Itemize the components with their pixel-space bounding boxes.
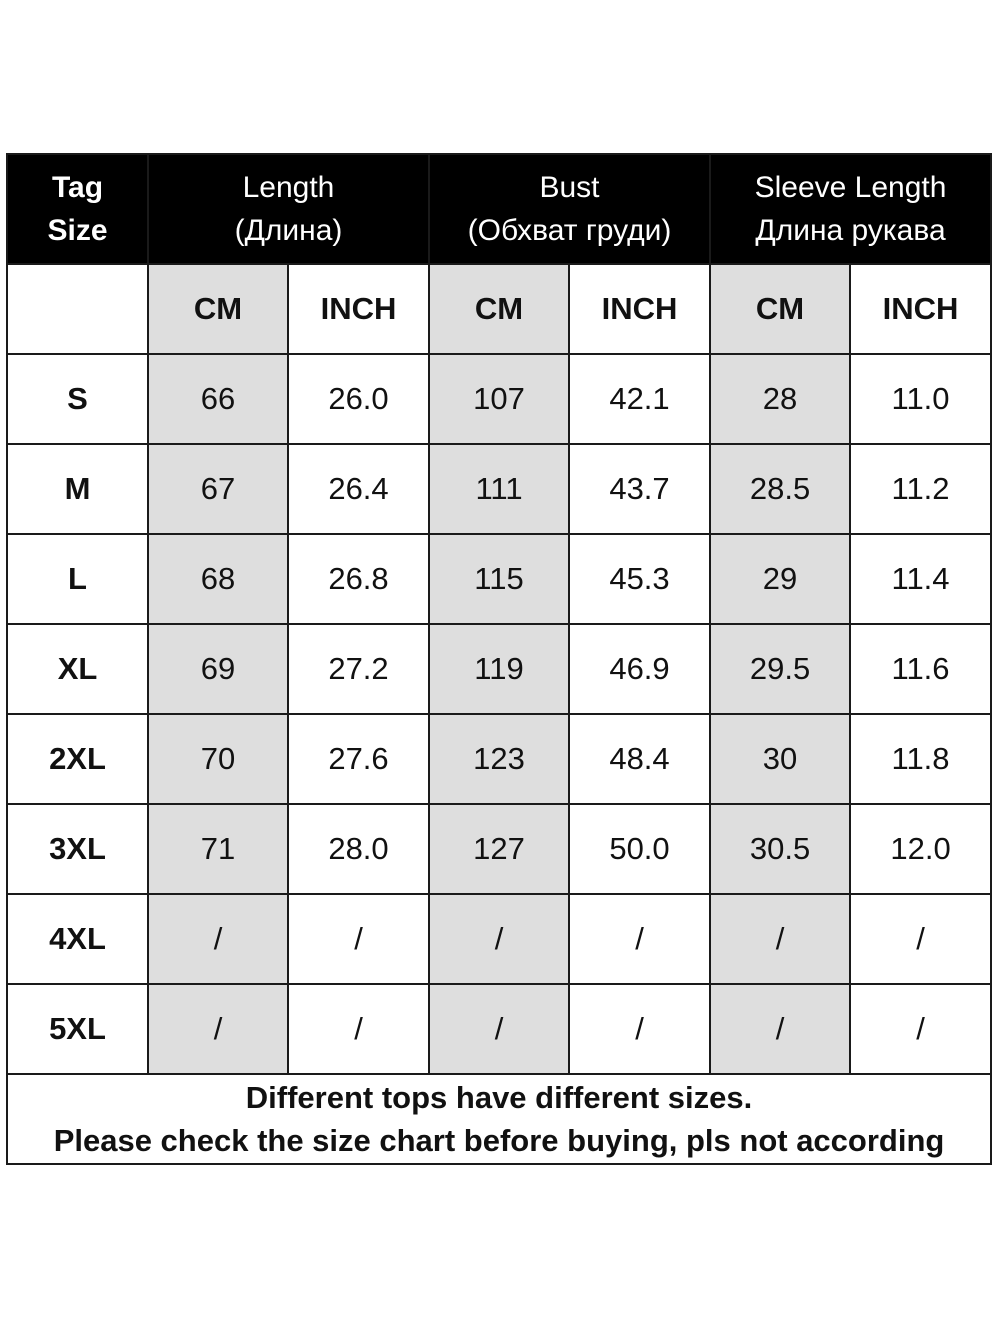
bust-cm-cell: 107 [429, 354, 569, 444]
size-label: XL [7, 624, 148, 714]
header-row [7, 154, 991, 264]
tag-size-line-2: Size [47, 214, 108, 247]
sleeve-inch-cell: 12.0 [850, 804, 991, 894]
bust-cm-cell: / [429, 984, 569, 1074]
sleeve-cm-cell: / [710, 984, 850, 1074]
sleeve-inch-cell: 11.0 [850, 354, 991, 444]
length-inch-cell: 26.0 [288, 354, 429, 444]
bust-cm-cell: 119 [429, 624, 569, 714]
length-cm-cell: / [148, 984, 288, 1074]
table-row [7, 804, 991, 894]
length-header-en: Length [242, 171, 335, 204]
sleeve-inch-cell: 11.8 [850, 714, 991, 804]
length-cm-cell: 71 [148, 804, 288, 894]
table-row [7, 894, 991, 984]
length-cm-cell: 68 [148, 534, 288, 624]
tag-size-header [7, 154, 148, 264]
table-row [7, 534, 991, 624]
length-inch-cell: 28.0 [288, 804, 429, 894]
length-inch-cell: / [288, 984, 429, 1074]
length-header [148, 154, 429, 264]
unit-cell: INCH [569, 264, 710, 354]
length-inch-cell: / [288, 894, 429, 984]
length-inch-cell: 27.6 [288, 714, 429, 804]
bust-inch-cell: / [569, 984, 710, 1074]
length-cm-cell: 67 [148, 444, 288, 534]
sleeve-inch-cell: 11.2 [850, 444, 991, 534]
bust-inch-cell: 45.3 [569, 534, 710, 624]
sleeve-inch-cell: 11.4 [850, 534, 991, 624]
length-header-ru: (Длина) [234, 214, 343, 247]
table-row [7, 354, 991, 444]
unit-cell: CM [710, 264, 850, 354]
length-inch-cell: 27.2 [288, 624, 429, 714]
size-label: 2XL [7, 714, 148, 804]
sleeve-inch-cell: 11.6 [850, 624, 991, 714]
size-note [7, 1074, 991, 1164]
bust-header-ru: (Обхват груди) [467, 214, 672, 247]
bust-inch-cell: 43.7 [569, 444, 710, 534]
tag-size-line-1: Tag [51, 171, 104, 204]
sleeve-cm-cell: / [710, 894, 850, 984]
table-row [7, 984, 991, 1074]
table-row [7, 624, 991, 714]
sleeve-cm-cell: 30.5 [710, 804, 850, 894]
sleeve-inch-cell: / [850, 984, 991, 1074]
bust-inch-cell: 50.0 [569, 804, 710, 894]
unit-row [7, 264, 991, 354]
sleeve-inch-cell: / [850, 894, 991, 984]
bust-inch-cell: 48.4 [569, 714, 710, 804]
bust-header [429, 154, 710, 264]
size-chart-table [6, 153, 992, 1165]
sleeve-cm-cell: 28.5 [710, 444, 850, 534]
length-inch-cell: 26.8 [288, 534, 429, 624]
size-note-line-2: Please check the size chart before buying, pls not according [53, 1123, 945, 1158]
sleeve-length-header-en: Sleeve Length [754, 171, 947, 204]
unit-cell: INCH [850, 264, 991, 354]
size-label: L [7, 534, 148, 624]
table-row [7, 444, 991, 534]
bust-inch-cell: / [569, 894, 710, 984]
unit-cell: INCH [288, 264, 429, 354]
unit-cell: CM [429, 264, 569, 354]
length-cm-cell: 66 [148, 354, 288, 444]
size-label: 5XL [7, 984, 148, 1074]
sleeve-cm-cell: 29.5 [710, 624, 850, 714]
sleeve-length-header [710, 154, 991, 264]
sleeve-cm-cell: 30 [710, 714, 850, 804]
bust-cm-cell: 111 [429, 444, 569, 534]
bust-inch-cell: 46.9 [569, 624, 710, 714]
length-cm-cell: 69 [148, 624, 288, 714]
sleeve-cm-cell: 28 [710, 354, 850, 444]
bust-cm-cell: 115 [429, 534, 569, 624]
sleeve-length-header-ru: Длина рукава [755, 214, 946, 247]
size-label: 3XL [7, 804, 148, 894]
bust-cm-cell: 123 [429, 714, 569, 804]
bust-header-en: Bust [539, 171, 600, 204]
size-label: M [7, 444, 148, 534]
length-cm-cell: 70 [148, 714, 288, 804]
size-label: S [7, 354, 148, 444]
note-row [7, 1074, 991, 1164]
length-cm-cell: / [148, 894, 288, 984]
sleeve-cm-cell: 29 [710, 534, 850, 624]
bust-cm-cell: / [429, 894, 569, 984]
length-inch-cell: 26.4 [288, 444, 429, 534]
table-row [7, 714, 991, 804]
unit-corner-cell [7, 264, 148, 354]
size-label: 4XL [7, 894, 148, 984]
size-note-line-1: Different tops have different sizes. [245, 1080, 753, 1115]
bust-cm-cell: 127 [429, 804, 569, 894]
unit-cell: CM [148, 264, 288, 354]
bust-inch-cell: 42.1 [569, 354, 710, 444]
